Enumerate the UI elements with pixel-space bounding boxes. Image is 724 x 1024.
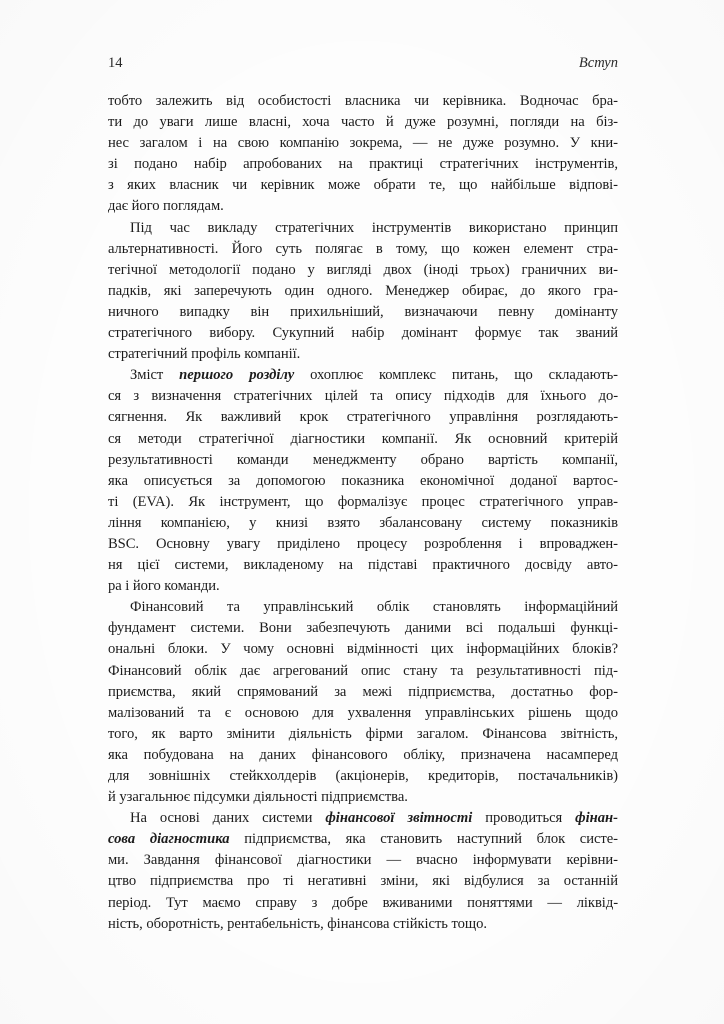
- body-text-segment: приємства, який спрямований за межі підприємства, достатньо фор-: [108, 683, 618, 700]
- body-text-segment: Зміст: [130, 367, 180, 384]
- text-line: [108, 429, 618, 450]
- text-line: [108, 492, 618, 513]
- body-text-segment: Під час викладу стратегічних інструментів використано принцип: [130, 219, 618, 236]
- body-text-segment: яка побудована на даних фінансового обліку, призначена насамперед: [108, 746, 618, 763]
- body-text-segment: зі подано набір апробованих на практиці стратегічних інструментів,: [108, 156, 618, 173]
- text-line: [108, 850, 618, 871]
- body-text-segment: ра і його команди.: [108, 578, 220, 595]
- text-line: [108, 175, 618, 196]
- text-line: [108, 703, 618, 724]
- text-line: [108, 787, 618, 808]
- body-text-segment: дає його поглядам.: [108, 198, 224, 215]
- body-text-segment: ся з визначення стратегічних цілей та опису підходів для їхнього до-: [108, 388, 618, 405]
- body-text-segment: охоплює комплекс питань, що складають-: [294, 367, 618, 384]
- body-text-segment: альтернативності. Його суть полягає в тому, що кожен елемент стра-: [108, 240, 618, 257]
- body-text-segment: з яких власник чи керівник може обрати те, що найбільше відпові-: [108, 177, 618, 194]
- body-text-segment: тобто залежить від особистості власника чи керівника. Водночас бра-: [108, 93, 618, 109]
- page-number: 14: [108, 55, 123, 71]
- text-line: [108, 745, 618, 766]
- text-line: [108, 576, 618, 597]
- body-text-segment: яка описується за допомогою показника економічної доданої вартос-: [108, 472, 618, 489]
- text-line: [108, 534, 618, 555]
- body-text-segment: проводиться: [472, 810, 576, 827]
- text-line: [108, 302, 618, 323]
- text-line: [108, 893, 618, 914]
- text-line: [108, 112, 618, 133]
- emphasis-text: фінансової звітності: [325, 810, 473, 827]
- body-text-segment: ся методи стратегічної діагностики компанії. Як основний критерій: [108, 430, 618, 447]
- text-line: [108, 281, 618, 302]
- body-text-segment: малізований та є основою для ухвалення управлінських рішень щодо: [108, 704, 618, 721]
- text-line: [108, 661, 618, 682]
- body-text-segment: ність, оборотність, рентабельність, фінансова стійкість тощо.: [108, 915, 487, 932]
- body-text-segment: підприємства, яка становить наступний блок систе-: [229, 831, 618, 848]
- text-line: [108, 682, 618, 703]
- text-line: [108, 91, 618, 112]
- body-text-segment: BSC. Основну увагу приділено процесу розроблення і впроваджен-: [108, 535, 618, 552]
- body-text-segment: сягнення. Як важливий крок стратегічного управління розглядають-: [108, 409, 618, 426]
- text-line: [108, 766, 618, 787]
- body-text-segment: стратегічного вибору. Сукупний набір домінант формує так званий: [108, 325, 618, 342]
- body-text-segment: ональні блоки. У чому основні відмінності цих інформаційних блоків?: [108, 641, 618, 658]
- text-line: [108, 914, 618, 935]
- text-line: [108, 513, 618, 534]
- page-body-text: [108, 91, 618, 935]
- text-line: [108, 724, 618, 745]
- text-line: [108, 365, 618, 386]
- body-text-segment: тегічної методології подано у вигляді двох (іноді трьох) граничних ви-: [108, 261, 618, 278]
- text-line: [108, 344, 618, 365]
- body-text-segment: результативності команди менеджменту обрано вартість компанії,: [108, 451, 618, 468]
- text-line: [108, 386, 618, 407]
- text-line: [108, 471, 618, 492]
- body-text-segment: ти до уваги лише власні, хоча часто й дуже розумні, погляди на біз-: [108, 114, 618, 131]
- text-line: [108, 639, 618, 660]
- text-line: [108, 597, 618, 618]
- body-text-segment: ми. Завдання фінансової діагностики — вчасно інформувати керівни-: [108, 852, 618, 869]
- body-text-segment: ня цієї системи, викладеному на підставі практичного досвіду авто-: [108, 557, 618, 574]
- body-text-segment: ничного випадку він прихильніший, визначаючи певну домінанту: [108, 303, 618, 320]
- body-text-segment: для зовнішніх стейкхолдерів (акціонерів, кредиторів, постачальників): [108, 768, 618, 784]
- body-text-segment: На основі даних системи: [130, 810, 326, 827]
- body-text-segment: ті (EVA). Як інструмент, що формалізує процес стратегічного управ-: [108, 493, 618, 510]
- body-text-segment: нес загалом і на свою компанію зокрема, — не дуже розумно. У кни-: [108, 135, 618, 152]
- body-text-segment: й узагальнює підсумки діяльності підприємства.: [108, 789, 408, 806]
- body-text-segment: цтво підприємства про ті негативні зміни, які відбулися за останній: [108, 873, 618, 890]
- text-line: [108, 555, 618, 576]
- text-line: [108, 323, 618, 344]
- text-line: [108, 239, 618, 260]
- page-header: [108, 55, 618, 72]
- body-text-segment: того, як варто змінити діяльність фірми загалом. Фінансова звітність,: [108, 725, 618, 742]
- text-line: [108, 407, 618, 428]
- emphasis-text: сова діагностика: [108, 831, 230, 848]
- text-line: [108, 133, 618, 154]
- emphasis-text: фінан-: [575, 810, 618, 827]
- body-text-segment: Фінансовий та управлінський облік становлять інформаційний: [130, 599, 618, 616]
- body-text-segment: падків, які заперечують один одного. Менеджер обирає, до якого гра-: [108, 282, 618, 299]
- text-line: [108, 618, 618, 639]
- emphasis-text: першого розділу: [179, 367, 295, 384]
- body-text-segment: період. Тут маємо справу з добре вживаними поняттями — ліквід-: [108, 894, 618, 911]
- text-line: [108, 218, 618, 239]
- text-line: [108, 154, 618, 175]
- body-text-segment: стратегічний профіль компанії.: [108, 346, 301, 363]
- text-line: [108, 871, 618, 892]
- body-text-segment: Фінансовий облік дає агрегований опис стану та результативності під-: [108, 662, 618, 679]
- text-line: [108, 808, 618, 829]
- body-text-segment: ління компанією, у книзі взято збалансовану систему показників: [108, 514, 618, 531]
- text-line: [108, 196, 618, 217]
- text-line: [108, 450, 618, 471]
- text-line: [108, 260, 618, 281]
- text-line: [108, 829, 618, 850]
- body-text-segment: фундамент системи. Вони забезпечують даними всі подальші функці-: [108, 620, 618, 637]
- running-title: Вступ: [578, 55, 618, 71]
